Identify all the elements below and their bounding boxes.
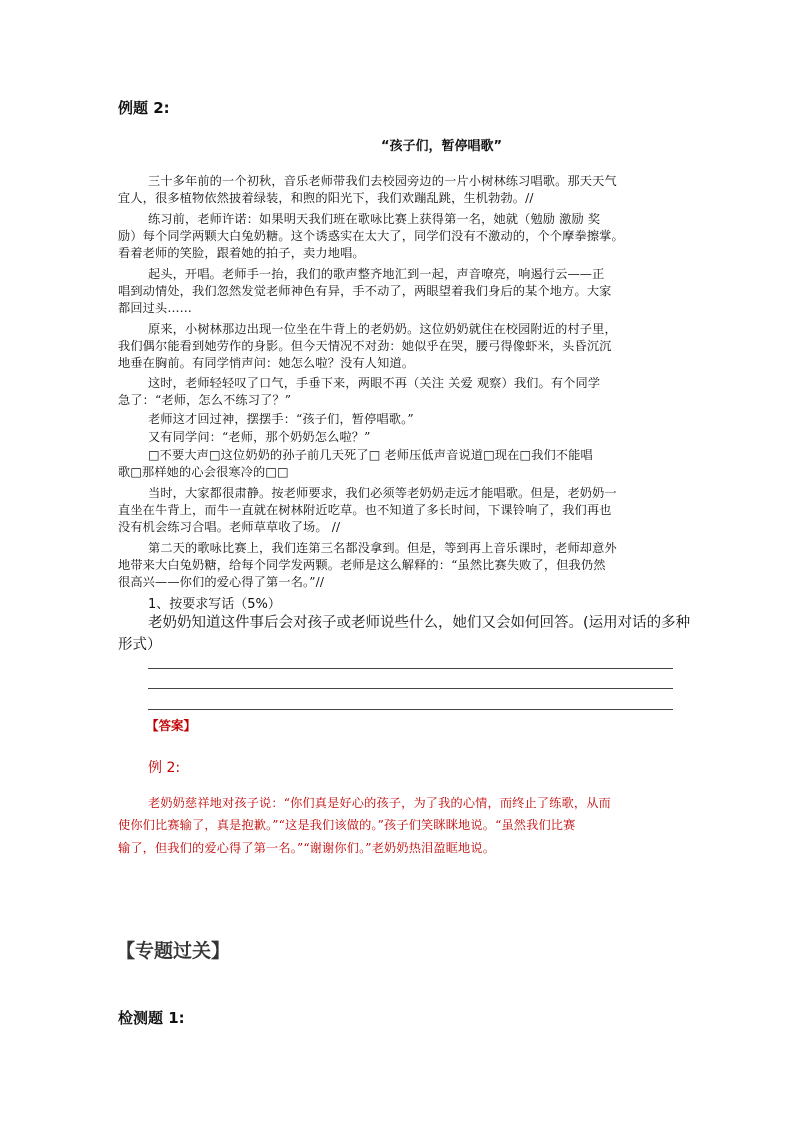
answer-line-text: 输了，但我们的爱心得了第一名。”“谢谢你们。”老奶奶热泪盈眶地说。 — [118, 841, 496, 855]
story-line: 唱到动情处，我们忽然发觉老师神色有异，手不动了，两眼望着我们身后的某个地方。大家 — [118, 284, 612, 298]
answer-line — [148, 688, 673, 689]
story-line: □不要大声□这位奶奶的孙子前几天死了□ 老师压低声音说道□现在□我们不能唱 — [148, 448, 593, 462]
story-line: 三十多年前的一个初秋，音乐老师带我们去校园旁边的一片小树林练习唱歌。那天天气 — [148, 174, 617, 188]
question-text-continued: 形式） — [118, 637, 162, 653]
question-text: 老奶奶知道这件事后会对孩子或老师说些什么，她们又会如何回答。(运用对话的多种 — [148, 615, 691, 631]
story-line: 看着老师的笑脸，跟着她的拍子，卖力地唱。 — [118, 246, 365, 260]
answer-line-text: 老奶奶慈祥地对孩子说：“你们真是好心的孩子，为了我的心情，而终止了练歌，从而 — [148, 796, 611, 810]
story-title: “孩子们，暂停唱歌” — [381, 139, 503, 154]
story-line: 老师这才回过神，摆摆手：“孩子们，暂停唱歌。” — [148, 412, 414, 426]
story-line: 急了：“老师，怎么不练习了？” — [118, 393, 292, 407]
story-line: 励）每个同学两颗大白兔奶糖。这个诱惑实在太大了，同学们没有不激动的，个个摩拳擦掌。 — [118, 229, 624, 243]
story-line: 很高兴——你们的爱心得了第一名。”// — [118, 575, 325, 589]
story-line: 又有同学问：“老师，那个奶奶怎么啦？” — [148, 430, 371, 444]
example-heading: 例题 2: — [118, 99, 170, 117]
story-line: 没有机会练习合唱。老师草草收了场。 // — [118, 520, 341, 534]
story-line: 地垂在胸前。有同学悄声问：她怎么啦？没有人知道。 — [118, 356, 415, 370]
story-line: 第二天的歌咏比赛上，我们连第三名都没拿到。但是，等到再上音乐课时，老师却意外 — [148, 541, 617, 555]
answer-line — [148, 709, 673, 710]
answer-line — [148, 668, 673, 669]
story-line: 起头，开唱。老师手一抬，我们的歌声整齐地汇到一起，声音嘹亮，响遏行云——正 — [148, 267, 605, 281]
story-line: 直坐在牛背上，而牛一直就在树林附近吃草。也不知道了多长时间，下课铃响了，我们再也 — [118, 503, 612, 517]
story-line: 这时，老师轻轻叹了口气，手垂下来，两眼不再（关注 关爱 观察）我们。有个同学 — [148, 376, 601, 390]
section-title: 【专题过关】 — [116, 940, 231, 962]
story-line: 宜人，很多植物依然披着绿装，和煦的阳光下，我们欢蹦乱跳，生机勃勃。// — [118, 191, 534, 205]
test-heading: 检测题 1: — [118, 1009, 185, 1027]
answer-line-text: 使你们比赛输了，真是抱歉。”“这是我们该做的。”孩子们笑眯眯地说。“虽然我们比赛 — [118, 818, 576, 832]
story-line: 原来，小树林那边出现一位坐在牛背上的老奶奶。这位奶奶就住在校园附近的村子里， — [148, 322, 617, 336]
story-line: 都回过头…… — [118, 301, 193, 315]
answer-example-label: 例 2: — [148, 760, 181, 776]
story-line: 我们偶尔能看到她劳作的身影。但今天情况不对劲：她似乎在哭，腰弓得像虾米，头昏沉沉 — [118, 339, 612, 353]
answer-tag: 【答案】 — [146, 718, 197, 733]
story-line: 歌□那样她的心会很寒冷的□□ — [118, 465, 289, 479]
story-line: 当时，大家都很肃静。按老师要求，我们必须等老奶奶走远才能唱歌。但是，老奶奶一 — [148, 486, 617, 500]
story-line: 练习前，老师许诺：如果明天我们班在歌咏比赛上获得第一名，她就（勉励 激励 奖 — [148, 212, 601, 226]
question-label: 1、按要求写话（5%） — [148, 597, 281, 612]
story-line: 地带来大白兔奶糖，给每个同学发两颗。老师是这么解释的：“虽然比赛失败了，但我仍然 — [118, 558, 606, 572]
